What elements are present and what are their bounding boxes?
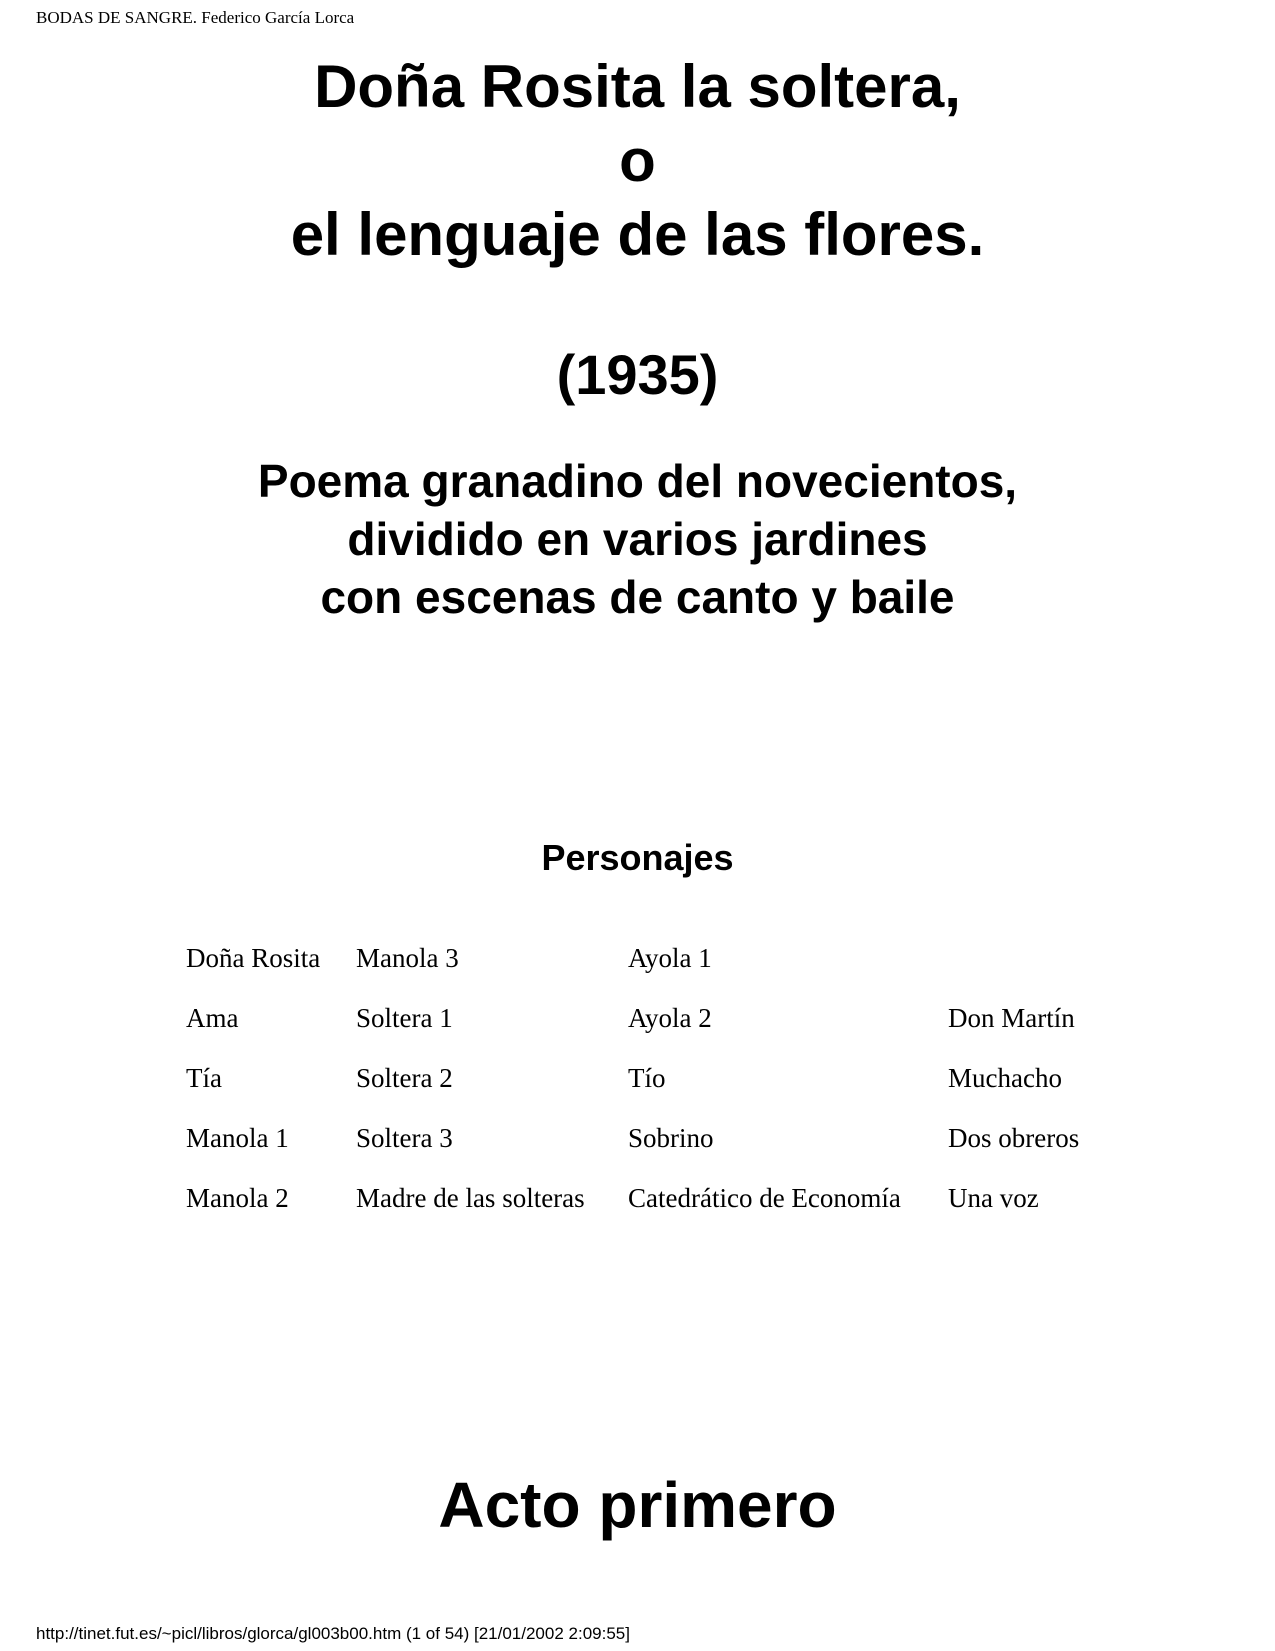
cast-row xyxy=(186,988,1128,1048)
cast-member: Ayola 1 xyxy=(628,942,712,973)
cast-member: Ama xyxy=(186,1002,239,1033)
cast-row xyxy=(186,928,1128,988)
cast-member: Tío xyxy=(628,1062,666,1093)
subtitle-line: Poema granadino del novecientos, xyxy=(257,455,1018,507)
cast-member: Sobrino xyxy=(628,1122,714,1153)
cast-row xyxy=(186,1108,1128,1168)
cast-member: Soltera 3 xyxy=(356,1122,453,1153)
cast-member: Una voz xyxy=(948,1182,1039,1213)
cast-member: Doña Rosita xyxy=(186,942,321,973)
play-subtitle xyxy=(0,452,1275,626)
cast-member: Don Martín xyxy=(948,1002,1075,1033)
cast-member: Soltera 2 xyxy=(356,1062,453,1093)
cast-member: Muchacho xyxy=(948,1062,1062,1093)
cast-member: Dos obreros xyxy=(948,1122,1080,1153)
subtitle-line: dividido en varios jardines xyxy=(347,513,928,565)
title-line: el lenguaje de las flores. xyxy=(290,201,985,268)
cast-member: Madre de las solteras xyxy=(356,1182,585,1213)
cast-member: Ayola 2 xyxy=(628,1002,712,1033)
cast-heading: Personajes xyxy=(541,837,734,878)
cast-member: Manola 3 xyxy=(356,942,459,973)
subtitle-line: con escenas de canto y baile xyxy=(320,571,955,623)
cast-member: Tía xyxy=(186,1062,222,1093)
play-year: (1935) xyxy=(556,343,719,406)
cast-member: Manola 1 xyxy=(186,1122,289,1153)
running-header: BODAS DE SANGRE. Federico García Lorca xyxy=(36,8,355,27)
cast-row xyxy=(186,1168,1128,1228)
act-heading: Acto primero xyxy=(438,1469,837,1541)
title-line: Doña Rosita la soltera, xyxy=(314,53,961,120)
cast-row xyxy=(186,1048,1128,1108)
cast-list xyxy=(186,928,1128,1228)
cast-member: Soltera 1 xyxy=(356,1002,453,1033)
source-footer: http://tinet.fut.es/~picl/libros/glorca/gl003b00.htm (1 of 54) [21/01/2002 2:09:55] xyxy=(36,1624,630,1643)
title-line: o xyxy=(619,127,656,194)
cast-member: Catedrático de Economía xyxy=(628,1182,901,1213)
cast-member: Manola 2 xyxy=(186,1182,289,1213)
play-title xyxy=(0,50,1275,272)
